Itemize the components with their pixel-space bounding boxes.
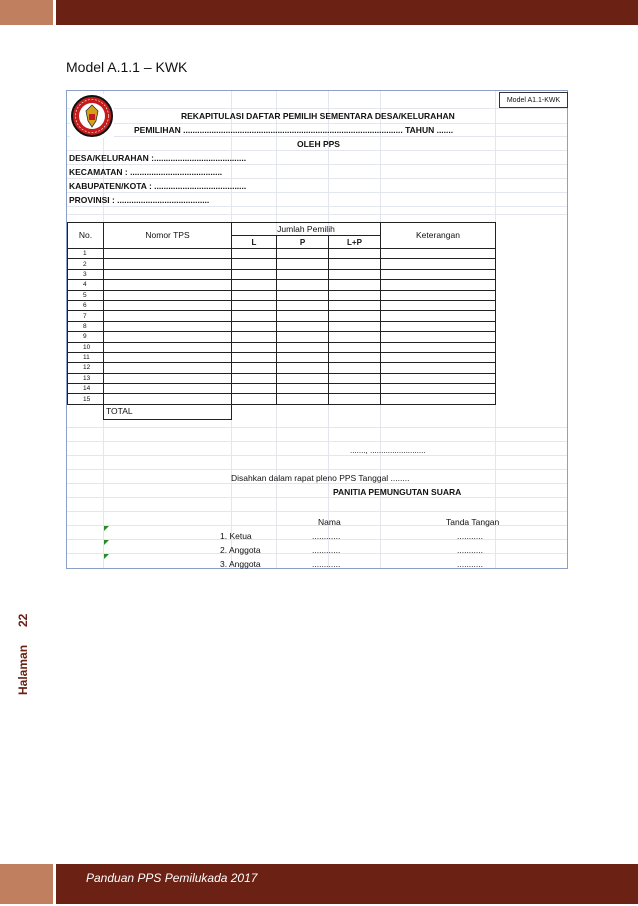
row-number: 1 xyxy=(68,249,104,259)
row-number: 7 xyxy=(68,311,104,321)
table-row xyxy=(68,249,496,259)
table-cell xyxy=(104,269,232,279)
footer-text: Panduan PPS Pemilukada 2017 xyxy=(86,871,258,885)
row-number: 3 xyxy=(68,269,104,279)
table-cell xyxy=(329,321,381,331)
pemilihan-line: PEMILIHAN ............................................................................................. TAHUN ....... xyxy=(134,125,454,135)
table-cell xyxy=(381,269,496,279)
table-cell xyxy=(329,394,381,404)
table-cell xyxy=(232,269,277,279)
table-cell xyxy=(277,249,329,259)
table-cell xyxy=(232,300,277,310)
table-row xyxy=(68,342,496,352)
page-title: Model A.1.1 – KWK xyxy=(66,59,188,75)
table-row xyxy=(68,394,496,404)
table-cell xyxy=(381,321,496,331)
table-cell xyxy=(381,363,496,373)
table-cell xyxy=(277,342,329,352)
table-cell xyxy=(277,290,329,300)
page-number-label xyxy=(13,605,35,695)
table-cell xyxy=(232,373,277,383)
table-cell xyxy=(232,321,277,331)
table-cell xyxy=(232,259,277,269)
row-number: 14 xyxy=(68,384,104,394)
form-sheet xyxy=(66,90,568,569)
table-cell xyxy=(381,332,496,342)
table-cell xyxy=(329,342,381,352)
bottom-bar-accent xyxy=(0,864,53,904)
panitia-title: PANITIA PEMUNGUTAN SUARA xyxy=(333,487,462,497)
header-nomor-tps: Nomor TPS xyxy=(104,223,232,249)
voter-table xyxy=(67,222,496,420)
table-cell xyxy=(232,311,277,321)
table-row xyxy=(68,280,496,290)
table-cell xyxy=(277,373,329,383)
header-jumlah-pemilih: Jumlah Pemilih xyxy=(232,223,381,236)
table-cell xyxy=(277,259,329,269)
table-cell xyxy=(277,311,329,321)
oleh-pps: OLEH PPS xyxy=(297,139,340,149)
table-cell xyxy=(232,394,277,404)
table-cell xyxy=(381,300,496,310)
row-number: 8 xyxy=(68,321,104,331)
table-cell xyxy=(381,342,496,352)
signer-name-3: ............ xyxy=(312,559,341,569)
table-cell xyxy=(329,352,381,362)
table-cell xyxy=(104,249,232,259)
table-cell xyxy=(329,300,381,310)
table-cell xyxy=(104,373,232,383)
row-number: 6 xyxy=(68,300,104,310)
place-date: ......., ......................... xyxy=(350,446,426,455)
table-cell xyxy=(329,332,381,342)
table-cell xyxy=(104,384,232,394)
table-cell xyxy=(277,300,329,310)
table-cell xyxy=(277,321,329,331)
table-cell xyxy=(329,259,381,269)
subheader-lp: L+P xyxy=(329,236,381,249)
table-row xyxy=(68,290,496,300)
top-bar xyxy=(0,0,638,25)
page-number: 22 xyxy=(16,613,30,627)
table-cell xyxy=(104,394,232,404)
table-cell xyxy=(104,321,232,331)
subheader-p: P xyxy=(277,236,329,249)
table-cell xyxy=(277,332,329,342)
top-bar-accent xyxy=(0,0,53,25)
table-cell xyxy=(104,332,232,342)
table-cell xyxy=(381,394,496,404)
signer-name-1: ............ xyxy=(312,531,341,541)
table-row xyxy=(68,311,496,321)
disahkan-text: Disahkan dalam rapat pleno PPS Tanggal ........ xyxy=(231,473,410,483)
table-cell xyxy=(277,352,329,362)
table-cell xyxy=(329,373,381,383)
table-cell xyxy=(232,363,277,373)
table-cell xyxy=(381,280,496,290)
table-cell xyxy=(277,394,329,404)
table-cell xyxy=(232,249,277,259)
table-cell xyxy=(381,384,496,394)
table-row xyxy=(68,321,496,331)
table-cell xyxy=(381,290,496,300)
table-cell xyxy=(277,363,329,373)
table-row xyxy=(68,384,496,394)
row-number: 12 xyxy=(68,363,104,373)
signer-role-1: 1. Ketua xyxy=(220,531,252,541)
signer-sign-2: ........... xyxy=(457,545,483,555)
signer-sign-1: ........... xyxy=(457,531,483,541)
table-cell xyxy=(329,280,381,290)
cell-marker xyxy=(104,554,109,559)
table-cell xyxy=(277,280,329,290)
table-cell xyxy=(104,342,232,352)
table-cell xyxy=(329,290,381,300)
table-row xyxy=(68,332,496,342)
field-provinsi: PROVINSI : ....................................... xyxy=(69,195,210,205)
table-cell xyxy=(381,373,496,383)
row-number: 11 xyxy=(68,352,104,362)
table-row xyxy=(68,269,496,279)
table-cell xyxy=(232,342,277,352)
table-cell xyxy=(104,259,232,269)
table-row xyxy=(68,373,496,383)
header-keterangan: Keterangan xyxy=(381,223,496,249)
table-cell xyxy=(329,269,381,279)
row-number: 15 xyxy=(68,394,104,404)
model-code-box: Model A1.1-KWK xyxy=(499,92,568,108)
table-cell xyxy=(329,384,381,394)
row-number: 5 xyxy=(68,290,104,300)
table-cell xyxy=(329,363,381,373)
signer-role-2: 2. Anggota xyxy=(220,545,261,555)
table-cell xyxy=(381,311,496,321)
table-cell xyxy=(232,384,277,394)
cell-marker xyxy=(104,540,109,545)
subheader-l: L xyxy=(232,236,277,249)
table-cell xyxy=(104,290,232,300)
table-cell xyxy=(104,280,232,290)
table-cell xyxy=(277,269,329,279)
table-cell xyxy=(381,352,496,362)
row-number: 9 xyxy=(68,332,104,342)
row-number: 4 xyxy=(68,280,104,290)
form-title: REKAPITULASI DAFTAR PEMILIH SEMENTARA DESA/KELURAHAN xyxy=(181,111,455,121)
signer-role-3: 3. Anggota xyxy=(220,559,261,569)
table-row xyxy=(68,259,496,269)
table-cell xyxy=(232,280,277,290)
signer-name-2: ............ xyxy=(312,545,341,555)
kpu-logo xyxy=(70,94,114,138)
table-cell xyxy=(104,311,232,321)
total-label: TOTAL xyxy=(104,404,232,419)
signer-sign-3: ........... xyxy=(457,559,483,569)
row-number: 10 xyxy=(68,342,104,352)
table-row xyxy=(68,363,496,373)
page-label-word: Halaman xyxy=(16,644,30,695)
field-desa: DESA/KELURAHAN :....................................... xyxy=(69,153,247,163)
table-cell xyxy=(329,311,381,321)
table-cell xyxy=(232,290,277,300)
cell-marker xyxy=(104,526,109,531)
total-row xyxy=(68,404,496,419)
table-cell xyxy=(381,249,496,259)
row-number: 2 xyxy=(68,259,104,269)
header-no: No. xyxy=(68,223,104,249)
field-kabupaten: KABUPATEN/KOTA : ....................................... xyxy=(69,181,247,191)
tanda-tangan-header: Tanda Tangan xyxy=(446,517,500,527)
table-cell xyxy=(381,259,496,269)
table-cell xyxy=(232,332,277,342)
table-cell xyxy=(232,352,277,362)
table-cell xyxy=(277,384,329,394)
field-kecamatan: KECAMATAN : ....................................... xyxy=(69,167,223,177)
table-cell xyxy=(329,249,381,259)
table-row xyxy=(68,352,496,362)
table-cell xyxy=(104,352,232,362)
table-cell xyxy=(104,363,232,373)
nama-header: Nama xyxy=(318,517,341,527)
table-cell xyxy=(104,300,232,310)
row-number: 13 xyxy=(68,373,104,383)
table-row xyxy=(68,300,496,310)
